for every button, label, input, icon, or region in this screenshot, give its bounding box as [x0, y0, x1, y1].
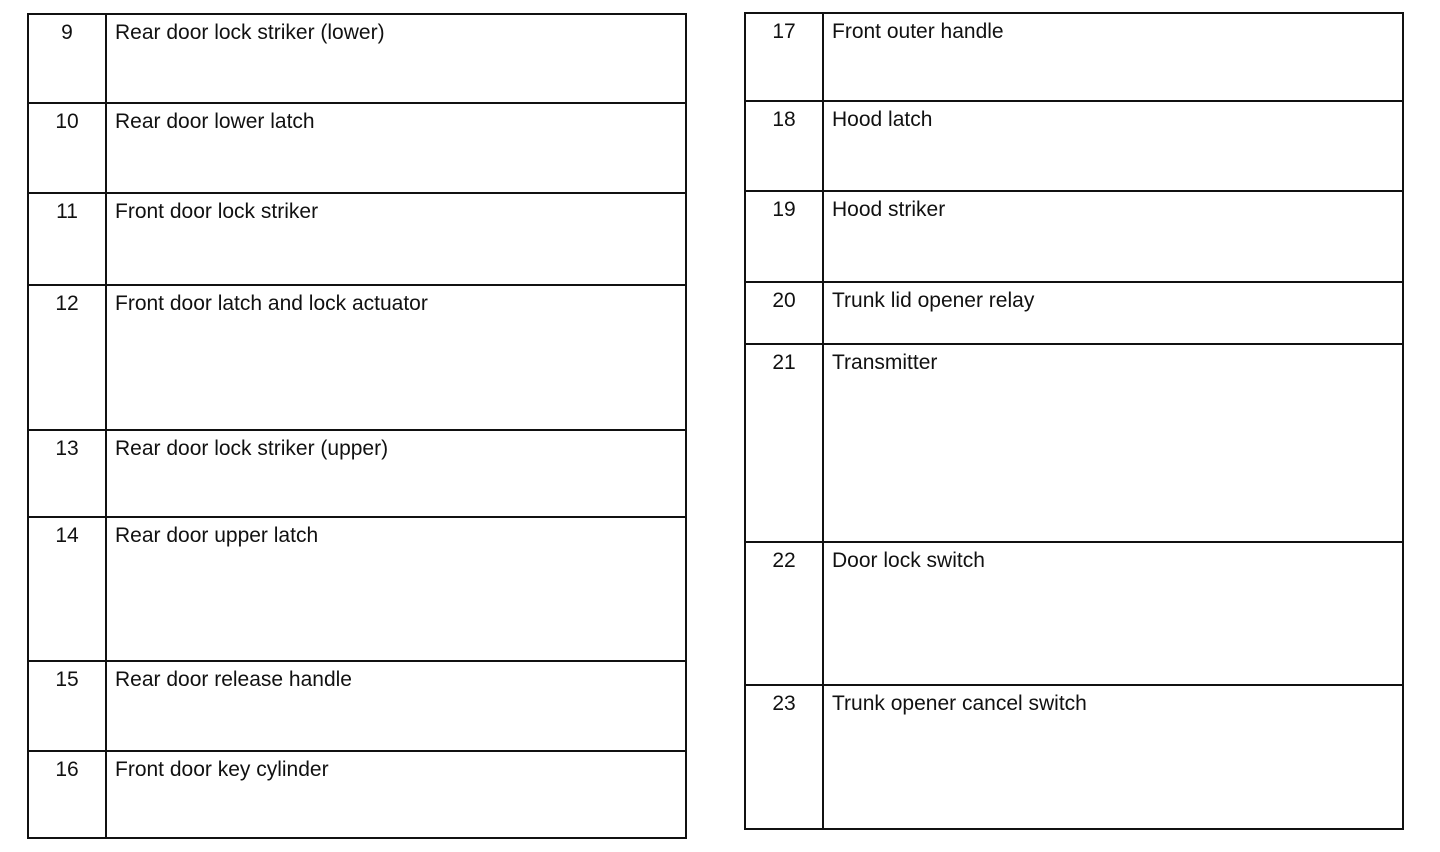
table-row — [29, 518, 685, 662]
part-number: 22 — [772, 549, 796, 572]
table-row — [29, 662, 685, 752]
parts-legend-table-right — [744, 12, 1404, 830]
part-description: Trunk lid opener relay — [832, 289, 1035, 312]
part-description: Transmitter — [832, 351, 938, 374]
part-description: Rear door release handle — [115, 668, 352, 691]
part-description: Front outer handle — [832, 20, 1004, 43]
part-number: 21 — [772, 351, 796, 374]
table-row — [29, 286, 685, 431]
table-row — [29, 194, 685, 286]
table-row — [746, 686, 1402, 828]
part-description: Rear door lock striker (upper) — [115, 437, 389, 460]
parts-legend-table-left — [27, 13, 687, 839]
part-description: Hood latch — [832, 108, 933, 131]
table-row — [29, 752, 685, 837]
part-number: 18 — [772, 108, 796, 131]
part-number: 12 — [55, 292, 79, 315]
table-row — [29, 431, 685, 518]
table-row — [746, 14, 1402, 102]
part-number: 14 — [55, 524, 79, 547]
part-description: Trunk opener cancel switch — [832, 692, 1087, 715]
table-row — [746, 283, 1402, 345]
part-number: 16 — [55, 758, 79, 781]
part-number: 11 — [56, 200, 78, 223]
part-number: 10 — [55, 110, 79, 133]
part-number: 13 — [55, 437, 79, 460]
part-number: 9 — [61, 21, 73, 44]
part-number: 20 — [772, 289, 796, 312]
part-description: Hood striker — [832, 198, 946, 221]
part-description: Front door key cylinder — [115, 758, 329, 781]
part-description: Rear door lower latch — [115, 110, 315, 133]
table-row — [746, 102, 1402, 192]
table-row — [746, 543, 1402, 686]
part-description: Front door latch and lock actuator — [115, 292, 428, 315]
part-number: 19 — [772, 198, 796, 221]
table-row — [746, 192, 1402, 283]
part-number: 15 — [55, 668, 79, 691]
part-description: Rear door upper latch — [115, 524, 319, 547]
table-row — [29, 15, 685, 104]
table-row — [746, 345, 1402, 543]
part-description: Door lock switch — [832, 549, 985, 572]
table-row — [29, 104, 685, 194]
part-description: Rear door lock striker (lower) — [115, 21, 385, 44]
part-number: 23 — [772, 692, 796, 715]
part-description: Front door lock striker — [115, 200, 319, 223]
part-number: 17 — [772, 20, 796, 43]
